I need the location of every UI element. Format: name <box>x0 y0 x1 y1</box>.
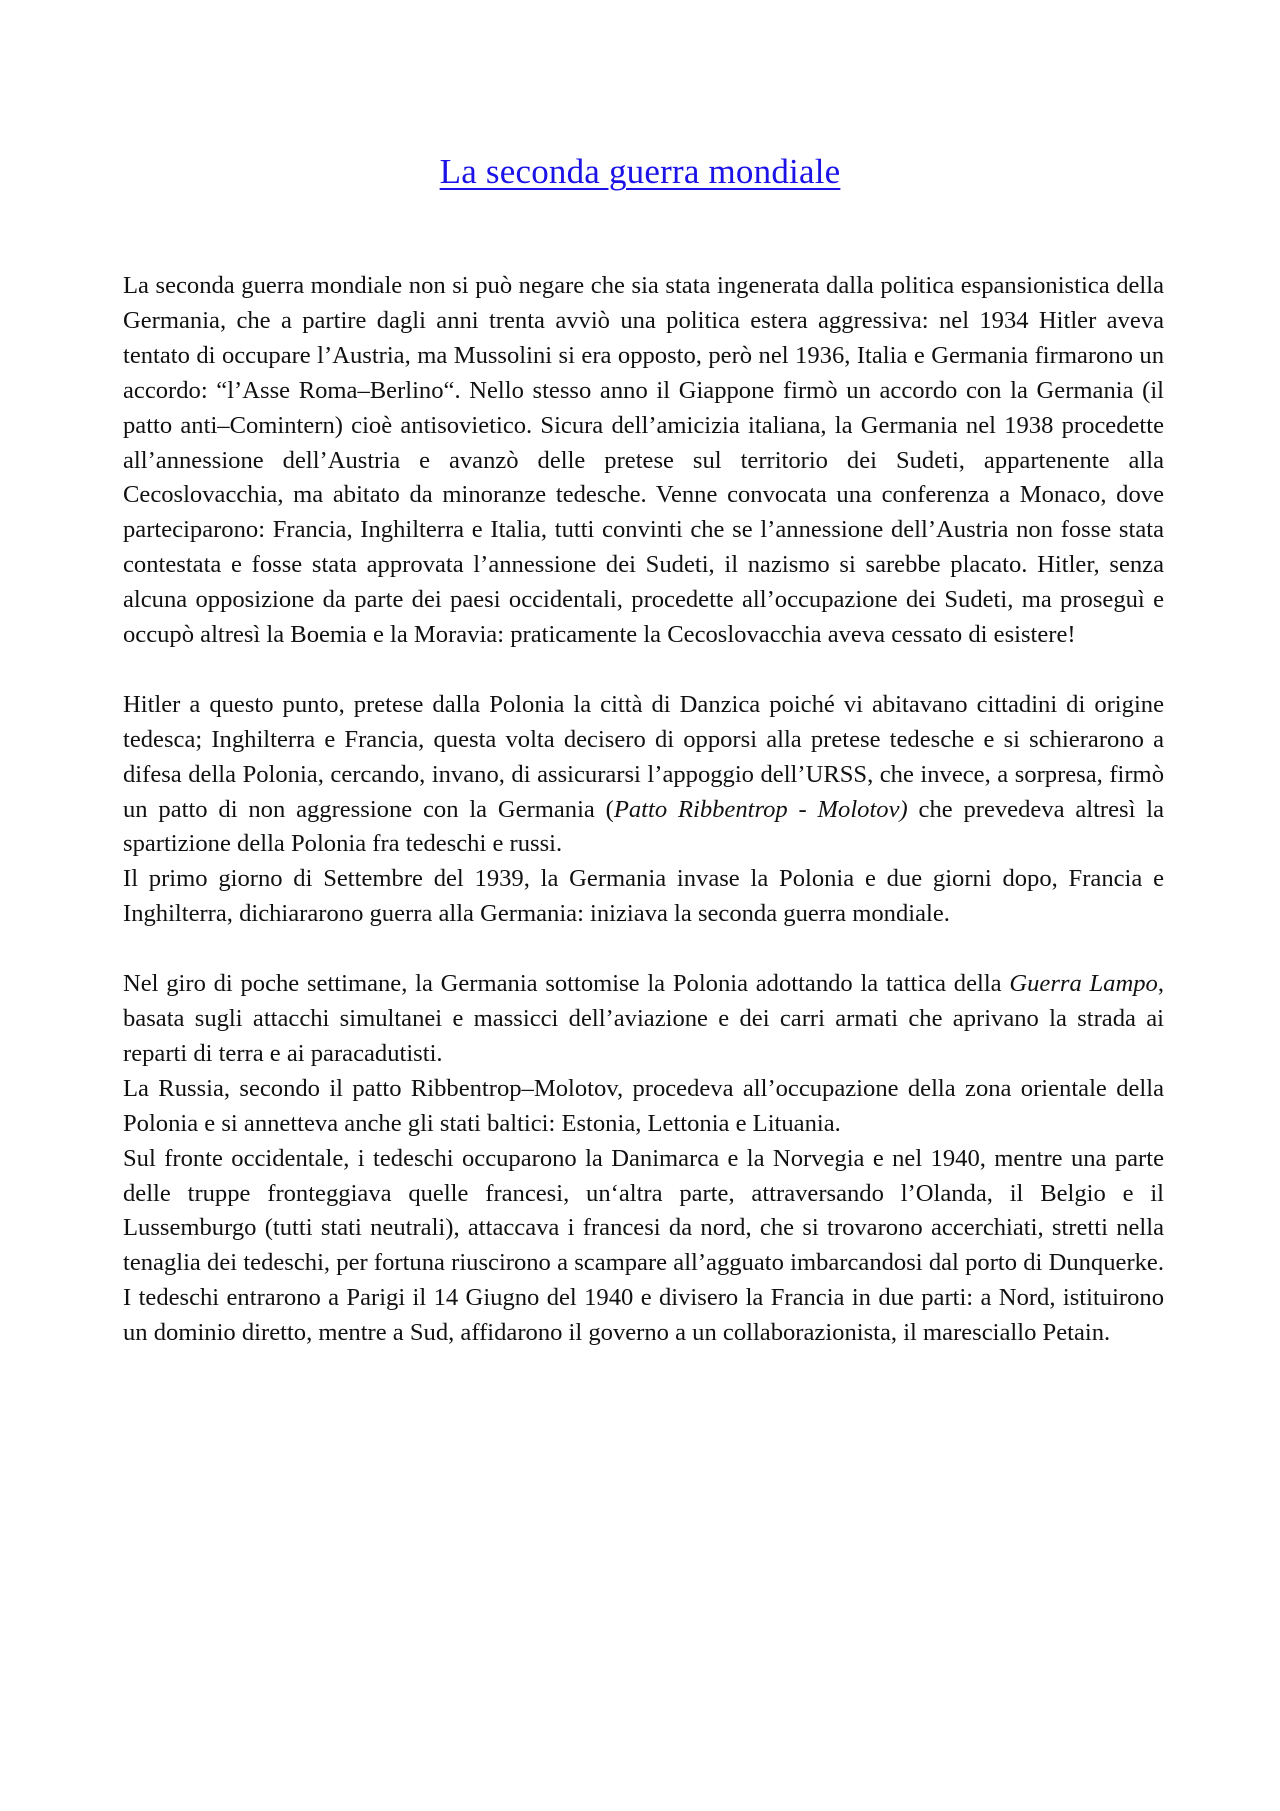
page-title[interactable]: La seconda guerra mondiale <box>439 152 841 191</box>
paragraph-text: Il primo giorno di Settembre del 1939, la Germania invase la Polonia e due giorni dopo, Francia e Inghilterra, dichiararono guerra alla Germania: iniziava la seconda guerra mondiale. <box>123 865 1164 928</box>
emphasis-text: Patto Ribbentrop - Molotov) <box>613 795 908 823</box>
paragraph-text: La seconda guerra mondiale non si può negare che sia stata ingenerata dalla politica espansionistica della Germania, che a partire dagli anni trenta avviò una politica estera aggressiva: nel 1934 Hitler aveva tentato di occupare l’Austria, ma Mussolini si era opposto, però nel 1936, Italia e Germania firmarono un accordo: “l’Asse Roma–Berlino“. Nello stesso anno il Giappone firmò un accordo con la Germania (il patto anti–Comintern) cioè antisovietico. Sicura dell’amicizia italiana, la Germania nel 1938 procedette all’annessione dell’Austria e avanzò delle pretese sul territorio dei Sudeti, appartenente alla Cecoslovacchia, ma abitato da minoranze tedesche. Venne convocata una conferenza a Monaco, dove parteciparono: Francia, Inghilterra e Italia, tutti convinti che se l’annessione dell’Austria non fosse stata contestata e fosse stata approvata l’annessione dei Sudeti, il nazismo si sarebbe placato. Hitler, senza alcuna opposizione da parte dei paesi occidentali, procedette all’occupazione dei Sudeti, ma proseguì e occupò altresì la Boemia e la Moravia: praticamente la Cecoslovacchia aveva cessato di esistere! <box>123 272 1164 649</box>
paragraph-gap <box>123 932 1164 967</box>
paragraph-text: Nel giro di poche settimane, la Germania sottomise la Polonia adottando la tattica della <box>123 970 1010 998</box>
paragraph <box>123 1072 1164 1142</box>
paragraph-text: Sul fronte occidentale, i tedeschi occuparono la Danimarca e la Norvegia e nel 1940, mentre una parte delle truppe fronteggiava quelle francesi, un‘altra parte, attraversando l’Olanda, il Belgio e il Lussemburgo (tutti stati neutrali), attaccava i francesi da nord, che si trovarono accerchiati, stretti nella tenaglia dei tedeschi, per fortuna riuscirono a scampare all’agguato imbarcandosi dal porto di Dunquerke. I tedeschi entrarono a Parigi il 14 Giugno del 1940 e divisero la Francia in due parti: a Nord, istituirono un dominio diretto, mentre a Sud, affidarono il governo a un collaborazionista, il maresciallo Petain. <box>123 1144 1164 1347</box>
paragraph-text: che prevedeva altresì la spartizione della Polonia fra tedeschi e russi. <box>123 795 1164 858</box>
paragraph <box>123 967 1164 1072</box>
title-container <box>0 152 1280 192</box>
paragraph <box>123 688 1164 863</box>
paragraph <box>123 269 1164 653</box>
paragraph-gap <box>123 653 1164 688</box>
paragraph-text: , basata sugli attacchi simultanei e massicci dell’aviazione e dei carri armati che aprivano la strada ai reparti di terra e ai paracadutisti. <box>123 970 1164 1067</box>
paragraph <box>123 1142 1164 1351</box>
paragraph <box>123 862 1164 932</box>
emphasis-text: Guerra Lampo <box>1009 970 1158 998</box>
document-body <box>123 269 1164 1351</box>
paragraph-text: Hitler a questo punto, pretese dalla Polonia la città di Danzica poiché vi abitavano cittadini di origine tedesca; Inghilterra e Francia, questa volta decisero di opporsi alla pretese tedesche e si schierarono a difesa della Polonia, cercando, invano, di assicurarsi l’appoggio dell’URSS, che invece, a sorpresa, firmò un patto di non aggressione con la Germania ( <box>123 690 1164 823</box>
paragraph-text: La Russia, secondo il patto Ribbentrop–Molotov, procedeva all’occupazione della zona orientale della Polonia e si annetteva anche gli stati baltici: Estonia, Lettonia e Lituania. <box>123 1074 1164 1137</box>
